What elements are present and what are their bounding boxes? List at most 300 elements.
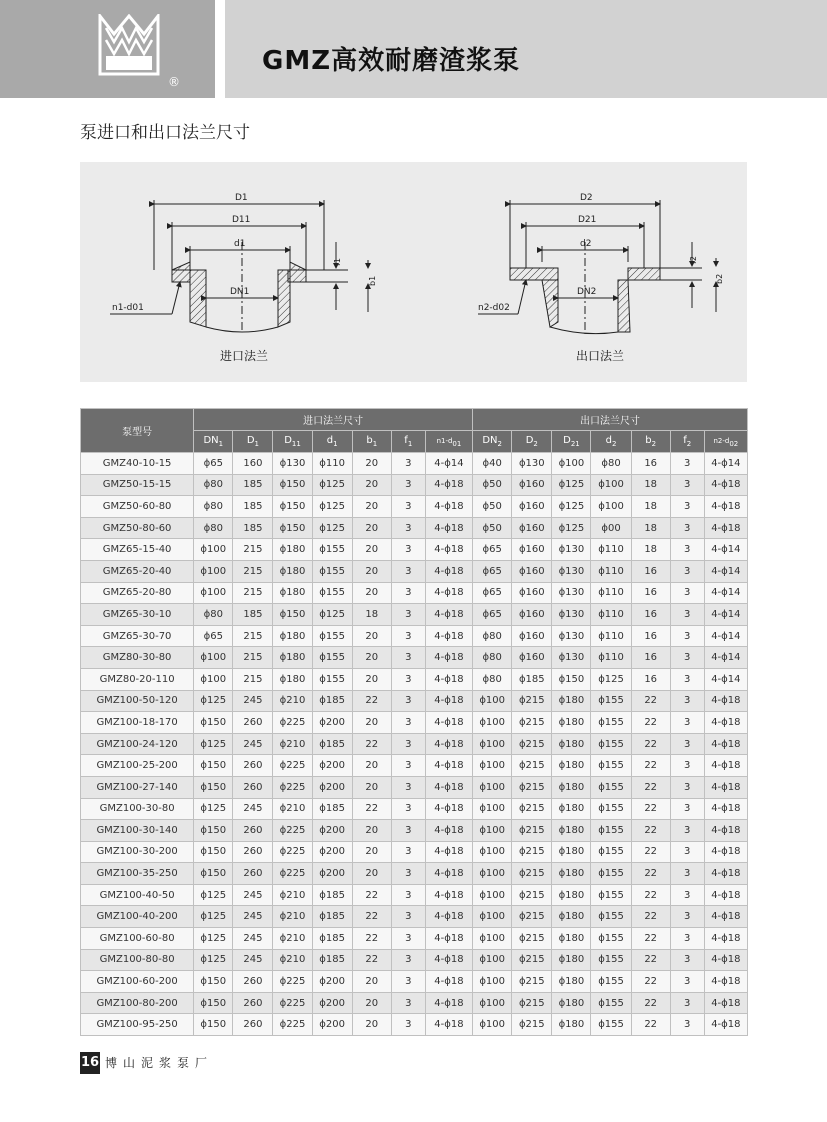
value-cell: ϕ125 xyxy=(194,733,233,755)
table-row xyxy=(81,604,748,626)
value-cell: 4-ϕ18 xyxy=(425,776,472,798)
value-cell: 20 xyxy=(352,474,391,496)
model-cell: GMZ80-30-80 xyxy=(81,647,194,669)
value-cell: 4-ϕ18 xyxy=(425,517,472,539)
value-cell: ϕ125 xyxy=(552,517,591,539)
value-cell: ϕ180 xyxy=(552,712,591,734)
value-cell: ϕ110 xyxy=(591,604,631,626)
value-cell: 20 xyxy=(352,1014,391,1036)
value-cell: ϕ180 xyxy=(552,776,591,798)
column-header-symbol: D xyxy=(246,435,255,446)
column-header xyxy=(591,431,631,453)
value-cell: ϕ40 xyxy=(473,453,512,475)
value-cell: 185 xyxy=(233,474,273,496)
value-cell: ϕ130 xyxy=(552,625,591,647)
value-cell: 20 xyxy=(352,517,391,539)
value-cell: 215 xyxy=(233,582,273,604)
value-cell: 4-ϕ14 xyxy=(704,453,747,475)
value-cell: 4-ϕ18 xyxy=(425,928,472,950)
value-cell: ϕ50 xyxy=(473,474,512,496)
value-cell: ϕ155 xyxy=(312,560,352,582)
column-header-subscript: 1 xyxy=(372,440,378,448)
crown-logo-icon xyxy=(98,14,160,80)
column-header-subscript: 2 xyxy=(686,440,692,448)
value-cell: ϕ180 xyxy=(552,971,591,993)
outlet-label-DN2: DN2 xyxy=(577,287,597,297)
model-cell: GMZ65-20-80 xyxy=(81,582,194,604)
table-row xyxy=(81,949,748,971)
value-cell: 22 xyxy=(631,884,670,906)
value-cell: 22 xyxy=(631,863,670,885)
value-cell: 3 xyxy=(670,841,704,863)
value-cell: 260 xyxy=(233,971,273,993)
value-cell: 3 xyxy=(391,625,425,647)
value-cell: 4-ϕ18 xyxy=(704,971,747,993)
column-header xyxy=(194,431,233,453)
value-cell: 3 xyxy=(670,884,704,906)
value-cell: ϕ100 xyxy=(473,798,512,820)
value-cell: ϕ180 xyxy=(273,647,312,669)
value-cell: 3 xyxy=(391,539,425,561)
value-cell: ϕ100 xyxy=(473,755,512,777)
value-cell: ϕ150 xyxy=(273,517,312,539)
value-cell: 22 xyxy=(631,949,670,971)
value-cell: ϕ155 xyxy=(312,625,352,647)
value-cell: 4-ϕ18 xyxy=(425,647,472,669)
value-cell: ϕ215 xyxy=(512,755,552,777)
table-row xyxy=(81,496,748,518)
value-cell: 20 xyxy=(352,582,391,604)
column-header-subscript: 02 xyxy=(729,440,739,448)
column-header xyxy=(552,431,591,453)
value-cell: 3 xyxy=(670,453,704,475)
value-cell: 3 xyxy=(670,1014,704,1036)
value-cell: 22 xyxy=(631,755,670,777)
value-cell: ϕ65 xyxy=(473,560,512,582)
column-header-subscript: 01 xyxy=(452,440,462,448)
value-cell: ϕ125 xyxy=(591,668,631,690)
value-cell: 3 xyxy=(670,949,704,971)
value-cell: ϕ80 xyxy=(473,647,512,669)
value-cell: ϕ130 xyxy=(273,453,312,475)
value-cell: 3 xyxy=(670,971,704,993)
value-cell: ϕ110 xyxy=(591,625,631,647)
value-cell: 3 xyxy=(670,668,704,690)
model-cell: GMZ100-80-200 xyxy=(81,992,194,1014)
value-cell: ϕ225 xyxy=(273,820,312,842)
column-header xyxy=(391,431,425,453)
value-cell: 4-ϕ18 xyxy=(425,884,472,906)
value-cell: ϕ125 xyxy=(194,798,233,820)
value-cell: 22 xyxy=(352,906,391,928)
value-cell: ϕ180 xyxy=(552,798,591,820)
value-cell: ϕ125 xyxy=(552,474,591,496)
column-header-subscript: 2 xyxy=(533,440,538,448)
value-cell: 4-ϕ18 xyxy=(425,560,472,582)
value-cell: 20 xyxy=(352,776,391,798)
value-cell: 16 xyxy=(631,560,670,582)
value-cell: 20 xyxy=(352,668,391,690)
value-cell: 3 xyxy=(670,496,704,518)
model-cell: GMZ40-10-15 xyxy=(81,453,194,475)
value-cell: 4-ϕ18 xyxy=(704,776,747,798)
value-cell: 245 xyxy=(233,928,273,950)
table-row xyxy=(81,928,748,950)
value-cell: ϕ110 xyxy=(312,453,352,475)
value-cell: 4-ϕ18 xyxy=(425,733,472,755)
value-cell: 16 xyxy=(631,604,670,626)
table-row xyxy=(81,992,748,1014)
value-cell: ϕ200 xyxy=(312,992,352,1014)
value-cell: 3 xyxy=(391,733,425,755)
value-cell: ϕ125 xyxy=(552,496,591,518)
value-cell: ϕ100 xyxy=(194,668,233,690)
value-cell: ϕ130 xyxy=(552,647,591,669)
value-cell: 3 xyxy=(670,733,704,755)
outlet-label-n2-d02: n2-d02 xyxy=(478,303,510,313)
value-cell: 245 xyxy=(233,906,273,928)
inlet-label-b1: b1 xyxy=(368,275,377,286)
value-cell: ϕ225 xyxy=(273,1014,312,1036)
outlet-label-D2: D2 xyxy=(580,193,593,203)
table-row xyxy=(81,560,748,582)
table-row xyxy=(81,841,748,863)
value-cell: ϕ180 xyxy=(273,539,312,561)
value-cell: 20 xyxy=(352,841,391,863)
column-header-symbol: n1-d xyxy=(436,437,453,445)
value-cell: 4-ϕ18 xyxy=(704,863,747,885)
value-cell: 4-ϕ18 xyxy=(425,582,472,604)
value-cell: 22 xyxy=(631,690,670,712)
value-cell: ϕ155 xyxy=(591,949,631,971)
value-cell: ϕ150 xyxy=(273,496,312,518)
value-cell: 4-ϕ14 xyxy=(425,453,472,475)
value-cell: 215 xyxy=(233,647,273,669)
value-cell: ϕ210 xyxy=(273,798,312,820)
value-cell: 245 xyxy=(233,798,273,820)
value-cell: ϕ65 xyxy=(194,625,233,647)
value-cell: ϕ155 xyxy=(591,863,631,885)
value-cell: 3 xyxy=(670,582,704,604)
value-cell: ϕ200 xyxy=(312,841,352,863)
table-row xyxy=(81,517,748,539)
value-cell: 260 xyxy=(233,863,273,885)
value-cell: ϕ150 xyxy=(273,604,312,626)
value-cell: ϕ180 xyxy=(273,560,312,582)
value-cell: 20 xyxy=(352,712,391,734)
value-cell: 4-ϕ18 xyxy=(425,863,472,885)
company-name: 博山泥浆泵厂 xyxy=(105,1056,214,1070)
value-cell: 3 xyxy=(391,992,425,1014)
value-cell: ϕ130 xyxy=(552,582,591,604)
value-cell: ϕ100 xyxy=(473,992,512,1014)
value-cell: ϕ200 xyxy=(312,755,352,777)
value-cell: ϕ110 xyxy=(591,647,631,669)
value-cell: 22 xyxy=(352,928,391,950)
model-cell: GMZ100-80-80 xyxy=(81,949,194,971)
column-header-symbol: D xyxy=(563,435,571,446)
page-title: GMZ高效耐磨渣浆泵 xyxy=(262,46,521,76)
outlet-label-b2: b2 xyxy=(715,273,724,284)
model-cell: GMZ65-20-40 xyxy=(81,560,194,582)
value-cell: ϕ125 xyxy=(194,949,233,971)
value-cell: ϕ110 xyxy=(591,582,631,604)
value-cell: ϕ200 xyxy=(312,820,352,842)
inlet-label-d1: d1 xyxy=(234,239,246,249)
column-header-subscript: 1 xyxy=(218,440,224,448)
value-cell: ϕ100 xyxy=(194,647,233,669)
value-cell: 3 xyxy=(391,604,425,626)
value-cell: ϕ200 xyxy=(312,1014,352,1036)
value-cell: 22 xyxy=(631,820,670,842)
value-cell: 185 xyxy=(233,496,273,518)
value-cell: ϕ225 xyxy=(273,992,312,1014)
value-cell: 3 xyxy=(391,560,425,582)
value-cell: ϕ125 xyxy=(194,928,233,950)
value-cell: 4-ϕ18 xyxy=(425,971,472,993)
value-cell: 4-ϕ18 xyxy=(425,712,472,734)
value-cell: 3 xyxy=(670,474,704,496)
value-cell: ϕ100 xyxy=(194,582,233,604)
value-cell: ϕ80 xyxy=(473,668,512,690)
value-cell: 260 xyxy=(233,820,273,842)
table-row xyxy=(81,453,748,475)
table-row xyxy=(81,863,748,885)
table-row xyxy=(81,776,748,798)
value-cell: ϕ110 xyxy=(591,539,631,561)
value-cell: 4-ϕ14 xyxy=(704,560,747,582)
value-cell: 3 xyxy=(391,496,425,518)
value-cell: 4-ϕ18 xyxy=(425,992,472,1014)
table-row xyxy=(81,690,748,712)
value-cell: 3 xyxy=(391,517,425,539)
value-cell: ϕ100 xyxy=(591,474,631,496)
value-cell: ϕ110 xyxy=(591,560,631,582)
value-cell: ϕ215 xyxy=(512,776,552,798)
table-row xyxy=(81,971,748,993)
value-cell: 4-ϕ18 xyxy=(704,496,747,518)
value-cell: 3 xyxy=(670,560,704,582)
column-header-symbol: b xyxy=(645,435,652,446)
value-cell: 20 xyxy=(352,625,391,647)
outlet-caption: 出口法兰 xyxy=(576,349,625,363)
value-cell: ϕ155 xyxy=(591,776,631,798)
value-cell: ϕ185 xyxy=(312,928,352,950)
value-cell: ϕ160 xyxy=(512,560,552,582)
model-cell: GMZ100-24-120 xyxy=(81,733,194,755)
value-cell: ϕ65 xyxy=(473,582,512,604)
inlet-label-f1: f1 xyxy=(333,258,342,266)
value-cell: 4-ϕ14 xyxy=(704,625,747,647)
value-cell: 22 xyxy=(352,798,391,820)
value-cell: 3 xyxy=(670,776,704,798)
value-cell: ϕ130 xyxy=(512,453,552,475)
value-cell: ϕ210 xyxy=(273,884,312,906)
value-cell: ϕ200 xyxy=(312,712,352,734)
value-cell: 4-ϕ14 xyxy=(704,647,747,669)
value-cell: 4-ϕ14 xyxy=(704,604,747,626)
value-cell: ϕ100 xyxy=(552,453,591,475)
value-cell: 3 xyxy=(670,712,704,734)
value-cell: ϕ150 xyxy=(194,863,233,885)
column-header-symbol: D xyxy=(284,435,292,446)
value-cell: 22 xyxy=(631,906,670,928)
value-cell: 4-ϕ18 xyxy=(425,474,472,496)
model-cell: GMZ100-25-200 xyxy=(81,755,194,777)
value-cell: ϕ100 xyxy=(473,949,512,971)
value-cell: 20 xyxy=(352,647,391,669)
value-cell: ϕ215 xyxy=(512,928,552,950)
header-divider xyxy=(215,0,225,98)
value-cell: 22 xyxy=(631,971,670,993)
value-cell: 4-ϕ18 xyxy=(425,841,472,863)
value-cell: 4-ϕ18 xyxy=(425,820,472,842)
value-cell: 4-ϕ18 xyxy=(704,755,747,777)
value-cell: 3 xyxy=(670,604,704,626)
value-cell: ϕ80 xyxy=(194,604,233,626)
value-cell: 4-ϕ18 xyxy=(704,992,747,1014)
value-cell: 3 xyxy=(391,453,425,475)
value-cell: ϕ225 xyxy=(273,971,312,993)
value-cell: 18 xyxy=(631,474,670,496)
value-cell: 3 xyxy=(391,776,425,798)
value-cell: ϕ155 xyxy=(591,798,631,820)
value-cell: ϕ180 xyxy=(552,906,591,928)
value-cell: 215 xyxy=(233,560,273,582)
column-header-symbol: D xyxy=(525,435,534,446)
value-cell: ϕ215 xyxy=(512,798,552,820)
page-number: 16 xyxy=(80,1052,100,1074)
value-cell: ϕ100 xyxy=(473,712,512,734)
value-cell: 4-ϕ18 xyxy=(704,798,747,820)
value-cell: 22 xyxy=(631,1014,670,1036)
value-cell: 160 xyxy=(233,453,273,475)
value-cell: 4-ϕ18 xyxy=(704,712,747,734)
logo-panel xyxy=(0,0,215,98)
inlet-label-D11: D11 xyxy=(232,215,251,225)
value-cell: 4-ϕ18 xyxy=(425,539,472,561)
outlet-label-D21: D21 xyxy=(578,215,597,225)
value-cell: ϕ100 xyxy=(473,733,512,755)
value-cell: ϕ125 xyxy=(312,517,352,539)
value-cell: 4-ϕ18 xyxy=(704,474,747,496)
flange-dimension-table xyxy=(80,408,748,1036)
value-cell: 3 xyxy=(391,582,425,604)
value-cell: ϕ215 xyxy=(512,841,552,863)
value-cell: ϕ155 xyxy=(591,1014,631,1036)
value-cell: 260 xyxy=(233,712,273,734)
model-header: 泵型号 xyxy=(81,409,194,453)
value-cell: 4-ϕ18 xyxy=(425,949,472,971)
value-cell: ϕ125 xyxy=(312,474,352,496)
value-cell: ϕ155 xyxy=(591,971,631,993)
value-cell: 4-ϕ18 xyxy=(704,906,747,928)
value-cell: ϕ180 xyxy=(552,690,591,712)
value-cell: ϕ150 xyxy=(194,1014,233,1036)
value-cell: ϕ65 xyxy=(473,604,512,626)
value-cell: ϕ180 xyxy=(552,884,591,906)
value-cell: 4-ϕ18 xyxy=(704,690,747,712)
model-cell: GMZ100-30-200 xyxy=(81,841,194,863)
value-cell: ϕ225 xyxy=(273,776,312,798)
value-cell: ϕ80 xyxy=(194,496,233,518)
value-cell: ϕ185 xyxy=(312,690,352,712)
model-cell: GMZ65-15-40 xyxy=(81,539,194,561)
value-cell: ϕ180 xyxy=(552,949,591,971)
value-cell: ϕ180 xyxy=(273,582,312,604)
value-cell: 3 xyxy=(670,755,704,777)
model-cell: GMZ100-30-140 xyxy=(81,820,194,842)
value-cell: ϕ100 xyxy=(473,820,512,842)
value-cell: ϕ225 xyxy=(273,755,312,777)
table-row xyxy=(81,733,748,755)
value-cell: 4-ϕ18 xyxy=(425,496,472,518)
value-cell: ϕ100 xyxy=(473,776,512,798)
value-cell: ϕ215 xyxy=(512,1014,552,1036)
value-cell: 3 xyxy=(670,798,704,820)
value-cell: 4-ϕ18 xyxy=(704,517,747,539)
column-header-symbol: d xyxy=(605,435,612,446)
value-cell: ϕ155 xyxy=(591,733,631,755)
value-cell: 20 xyxy=(352,496,391,518)
value-cell: 3 xyxy=(391,841,425,863)
inlet-label-D1: D1 xyxy=(235,193,248,203)
value-cell: 4-ϕ18 xyxy=(425,604,472,626)
value-cell: ϕ180 xyxy=(552,755,591,777)
value-cell: 20 xyxy=(352,971,391,993)
value-cell: ϕ180 xyxy=(552,863,591,885)
value-cell: ϕ100 xyxy=(473,690,512,712)
value-cell: ϕ150 xyxy=(194,776,233,798)
value-cell: 3 xyxy=(670,906,704,928)
value-cell: ϕ160 xyxy=(512,539,552,561)
value-cell: ϕ130 xyxy=(552,539,591,561)
value-cell: ϕ215 xyxy=(512,992,552,1014)
value-cell: ϕ50 xyxy=(473,517,512,539)
value-cell: ϕ160 xyxy=(512,517,552,539)
value-cell: 3 xyxy=(670,863,704,885)
value-cell: ϕ150 xyxy=(194,820,233,842)
value-cell: ϕ215 xyxy=(512,712,552,734)
value-cell: 20 xyxy=(352,453,391,475)
value-cell: 22 xyxy=(631,733,670,755)
column-header-subscript: 1 xyxy=(333,440,338,448)
column-header-symbol: f xyxy=(683,435,687,446)
value-cell: ϕ50 xyxy=(473,496,512,518)
value-cell: 22 xyxy=(631,841,670,863)
value-cell: 245 xyxy=(233,690,273,712)
value-cell: ϕ215 xyxy=(512,733,552,755)
value-cell: 260 xyxy=(233,776,273,798)
model-cell: GMZ100-18-170 xyxy=(81,712,194,734)
value-cell: 4-ϕ18 xyxy=(425,668,472,690)
value-cell: 16 xyxy=(631,582,670,604)
value-cell: ϕ155 xyxy=(591,992,631,1014)
column-header xyxy=(631,431,670,453)
table-row xyxy=(81,906,748,928)
value-cell: ϕ150 xyxy=(194,992,233,1014)
value-cell: 22 xyxy=(631,928,670,950)
outlet-flange-drawing xyxy=(478,200,716,334)
column-header-subscript: 2 xyxy=(612,440,617,448)
value-cell: ϕ160 xyxy=(512,496,552,518)
value-cell: ϕ185 xyxy=(312,733,352,755)
model-cell: GMZ65-30-10 xyxy=(81,604,194,626)
value-cell: 3 xyxy=(391,474,425,496)
value-cell: ϕ100 xyxy=(473,971,512,993)
column-header xyxy=(312,431,352,453)
value-cell: 3 xyxy=(391,690,425,712)
